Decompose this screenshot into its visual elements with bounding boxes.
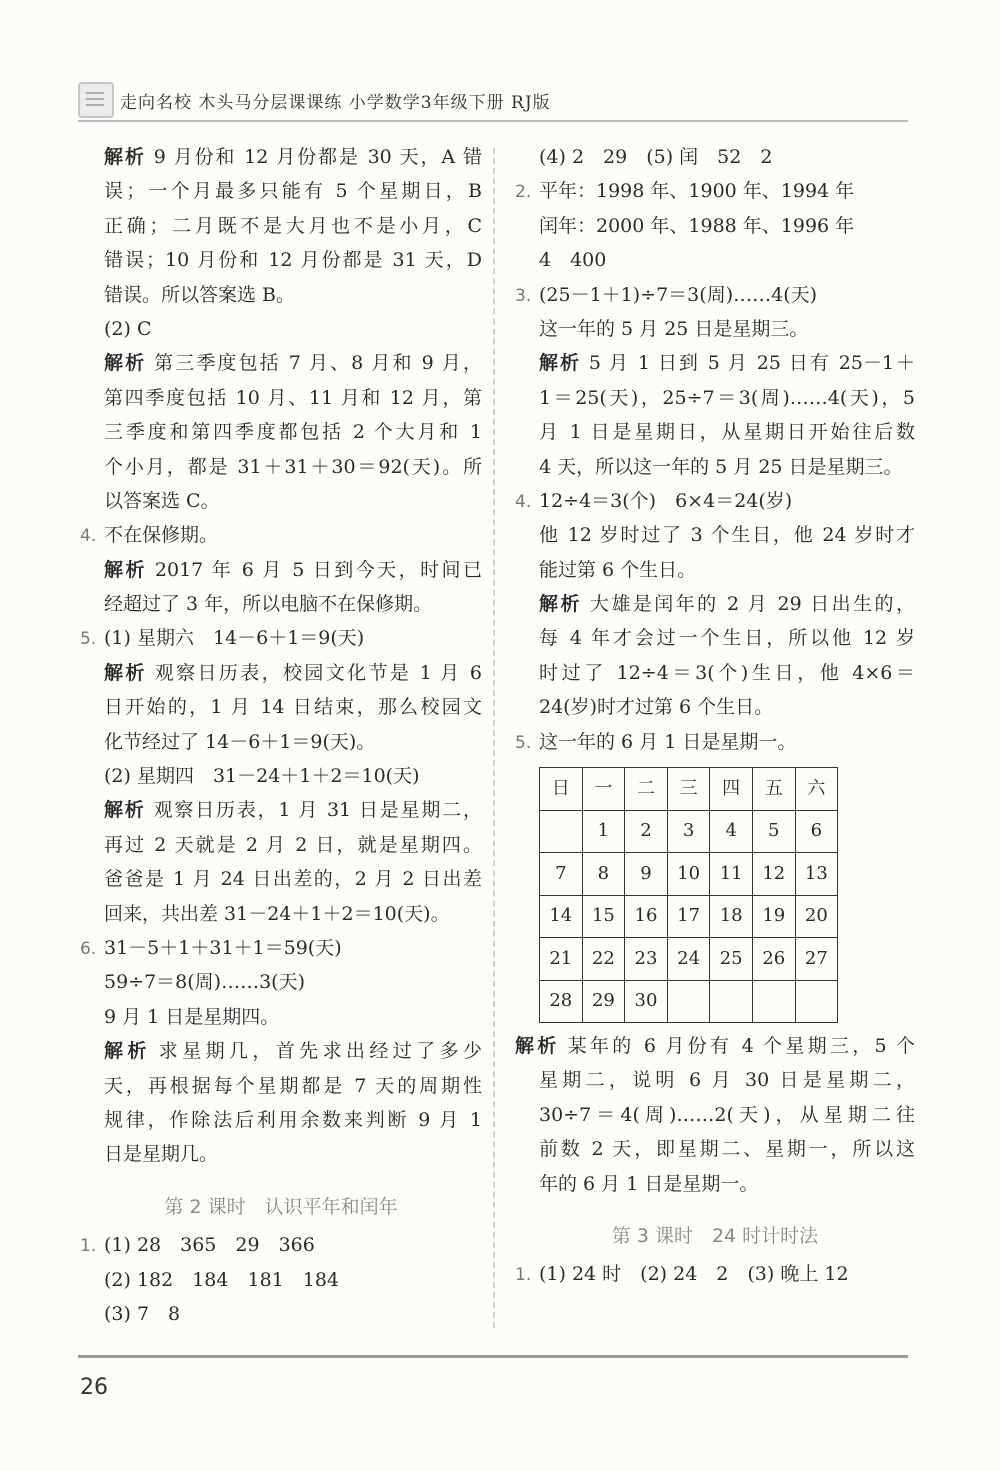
question-number: 4. xyxy=(515,491,532,512)
line-text: 4 400 xyxy=(539,249,607,272)
answer-line xyxy=(80,346,482,380)
answer-line xyxy=(515,725,915,759)
line-text: 1＝25(天)，25÷7＝3(周)……4(天)，5 xyxy=(539,386,915,409)
section-title: 第 2 课时 认识平年和闰年 xyxy=(164,1195,398,1218)
calendar-row xyxy=(540,980,838,1023)
answer-line xyxy=(515,1167,915,1201)
line-text: 31－5＋1＋31＋1＝59(天) xyxy=(104,936,342,959)
question-number: 1. xyxy=(80,1236,97,1257)
line-text: 大雄是闰年的 2 月 29 日出生的， xyxy=(589,593,915,616)
answer-line xyxy=(80,621,482,655)
line-text: 化节经过了 14－6＋1＝9(天)。 xyxy=(104,730,376,753)
answer-line xyxy=(515,690,915,724)
calendar-header-cell: 六 xyxy=(795,768,838,811)
question-number: 6. xyxy=(80,938,97,959)
answer-line xyxy=(80,1000,482,1034)
line-text: 12÷4＝3(个) 6×4＝24(岁) xyxy=(539,489,793,512)
header-title: 走向名校 木头马分层课课练 小学数学3年级下册 RJ版 xyxy=(120,93,551,113)
line-text: 9 月 1 日是星期四。 xyxy=(104,1005,280,1028)
analysis-label: 解析 xyxy=(104,1040,151,1063)
line-text: 不在保修期。 xyxy=(104,524,219,547)
line-text: 规律，作除法后利用余数来判断 9 月 1 xyxy=(104,1108,482,1131)
right-column xyxy=(515,140,915,1292)
answer-line xyxy=(515,278,915,312)
line-text: 他 12 岁时过了 3 个生日，他 24 岁时才 xyxy=(539,524,915,547)
answer-line xyxy=(515,1132,915,1166)
answer-line xyxy=(80,278,482,312)
answer-line xyxy=(80,174,482,208)
question-number: 2. xyxy=(515,182,532,203)
footer-rule xyxy=(78,1355,908,1358)
line-text: 错误。所以答案选 B。 xyxy=(104,283,296,306)
calendar-cell: 10 xyxy=(667,853,710,896)
answer-line xyxy=(515,381,915,415)
answer-line xyxy=(80,897,482,931)
calendar-cell: 14 xyxy=(540,895,583,938)
page-header xyxy=(78,82,908,122)
line-text: 错误；10 月份和 12 月份都是 31 天，D xyxy=(104,249,482,272)
answer-line xyxy=(515,415,915,449)
answer-line xyxy=(515,484,915,518)
line-text: 24(岁)时才过第 6 个生日。 xyxy=(539,696,774,719)
line-text: 日开始的，1 月 14 日结束，那么校园文 xyxy=(104,696,482,719)
line-text: 时过了 12÷4＝3(个)生日，他 4×6＝ xyxy=(539,661,915,684)
line-text: 第三季度包括 7 月、8 月和 9 月， xyxy=(154,352,482,375)
answer-line xyxy=(515,518,915,552)
answer-line xyxy=(80,725,482,759)
answer-line xyxy=(80,965,482,999)
calendar-cell xyxy=(752,980,795,1023)
answer-line xyxy=(515,1063,915,1097)
line-text: (1) 24 时 (2) 24 2 (3) 晚上 12 xyxy=(539,1263,849,1286)
answer-line xyxy=(515,587,915,621)
line-text: 每 4 年才会过一个生日，所以他 12 岁 xyxy=(539,627,915,650)
calendar-cell: 11 xyxy=(710,853,753,896)
calendar-cell: 26 xyxy=(752,938,795,981)
line-text: (2) 星期四 31－24＋1＋2＝10(天) xyxy=(104,765,420,788)
line-text: 2017 年 6 月 5 日到今天，时间已 xyxy=(154,558,482,581)
line-text: (2) C xyxy=(104,317,152,340)
calendar-cell: 27 xyxy=(795,938,838,981)
answer-line xyxy=(515,1098,915,1132)
calendar-cell xyxy=(667,980,710,1023)
analysis-label: 解析 xyxy=(104,352,147,375)
calendar-cell: 25 xyxy=(710,938,753,981)
calendar-cell: 7 xyxy=(540,853,583,896)
calendar-cell: 24 xyxy=(667,938,710,981)
line-text: 年的 6 月 1 日是星期一。 xyxy=(539,1172,759,1195)
answer-line xyxy=(80,553,482,587)
line-text: 三季度和第四季度都包括 2 个大月和 1 xyxy=(104,421,482,444)
line-text: 59÷7＝8(周)……3(天) xyxy=(104,971,306,994)
line-text: 9 月份和 12 月份都是 30 天，A 错 xyxy=(153,146,482,168)
calendar-cell: 20 xyxy=(795,895,838,938)
left-column xyxy=(80,140,482,1331)
answer-line xyxy=(80,140,482,174)
calendar-header-cell: 二 xyxy=(625,768,668,811)
line-text: 求星期几，首先求出经过了多少 xyxy=(158,1040,482,1063)
line-text: 4 天，所以这一年的 5 月 25 日是星期三。 xyxy=(539,455,903,478)
page-number: 26 xyxy=(80,1375,108,1400)
calendar-row xyxy=(540,810,838,853)
calendar-cell xyxy=(540,810,583,853)
line-text: 30÷7＝4(周)……2(天)，从星期二往 xyxy=(539,1103,915,1126)
answer-line xyxy=(515,553,915,587)
question-number: 5. xyxy=(515,732,532,753)
question-number: 3. xyxy=(515,285,532,306)
analysis-label: 解析 xyxy=(104,661,147,684)
calendar-cell: 30 xyxy=(625,980,668,1023)
calendar-cell: 8 xyxy=(582,853,625,896)
answer-line xyxy=(80,828,482,862)
line-text: 这一年的 5 月 25 日是星期三。 xyxy=(539,317,809,340)
calendar-cell: 1 xyxy=(582,810,625,853)
answer-line xyxy=(80,1228,482,1262)
calendar-cell: 15 xyxy=(582,895,625,938)
line-text: (2) 182 184 181 184 xyxy=(104,1268,340,1291)
line-text: 星期二，说明 6 月 30 日是星期二， xyxy=(539,1069,915,1092)
answer-line xyxy=(515,450,915,484)
answer-line xyxy=(80,1103,482,1137)
answer-line xyxy=(80,587,482,621)
question-number: 4. xyxy=(80,526,97,547)
line-text: 爸爸是 1 月 24 日出差的，2 月 2 日出差 xyxy=(104,868,482,891)
answer-line xyxy=(515,209,915,243)
question-number: 1. xyxy=(515,1265,532,1286)
answer-line xyxy=(80,518,482,552)
calendar-table xyxy=(539,767,838,1023)
calendar-row xyxy=(540,895,838,938)
calendar-cell: 5 xyxy=(752,810,795,853)
calendar-cell: 17 xyxy=(667,895,710,938)
answer-line xyxy=(80,1297,482,1331)
answer-line xyxy=(80,1263,482,1297)
line-text: 误；一个月最多只能有 5 个星期日，B xyxy=(104,180,482,203)
calendar-cell: 12 xyxy=(752,853,795,896)
answer-line xyxy=(80,1137,482,1171)
line-text: 5 月 1 日到 5 月 25 日有 25－1＋ xyxy=(588,352,915,375)
answer-line xyxy=(80,690,482,724)
line-text: 第四季度包括 10 月、11 月和 12 月，第 xyxy=(104,386,482,409)
line-text: 天，再根据每个星期都是 7 天的周期性 xyxy=(104,1074,482,1097)
answer-line xyxy=(515,1029,915,1063)
calendar-cell: 22 xyxy=(582,938,625,981)
line-text: (4) 2 29 (5) 闰 52 2 xyxy=(539,146,773,168)
calendar-header-row xyxy=(540,768,838,811)
calendar-header-cell: 一 xyxy=(582,768,625,811)
answer-line xyxy=(515,346,915,380)
answer-line xyxy=(80,1069,482,1103)
calendar-cell: 2 xyxy=(625,810,668,853)
calendar-cell: 18 xyxy=(710,895,753,938)
line-text: (3) 7 8 xyxy=(104,1302,181,1325)
analysis-label: 解析 xyxy=(104,146,146,168)
calendar-row xyxy=(540,938,838,981)
answer-line xyxy=(515,656,915,690)
calendar-cell: 23 xyxy=(625,938,668,981)
calendar-header-cell: 四 xyxy=(710,768,753,811)
answer-line xyxy=(80,484,482,518)
answer-line xyxy=(515,621,915,655)
section-title: 第 3 课时 24 时计时法 xyxy=(611,1224,819,1247)
line-text: 闰年：2000 年、1988 年、1996 年 xyxy=(539,214,855,237)
line-text: 前数 2 天，即星期二、星期一，所以这 xyxy=(539,1138,915,1161)
answer-line xyxy=(80,793,482,827)
line-text: 某年的 6 月份有 4 个星期三，5 个 xyxy=(567,1035,915,1058)
calendar-cell: 3 xyxy=(667,810,710,853)
line-text: 平年：1998 年、1900 年、1994 年 xyxy=(539,180,855,203)
line-text: 再过 2 天就是 2 月 2 日，就是星期四。 xyxy=(104,833,482,856)
line-text: 月 1 日是星期日，从星期日开始往后数 xyxy=(539,421,915,444)
answer-line xyxy=(80,450,482,484)
answer-line xyxy=(80,209,482,243)
answer-line xyxy=(80,415,482,449)
line-text: 观察日历表，校园文化节是 1 月 6 xyxy=(154,661,482,684)
calendar-cell xyxy=(710,980,753,1023)
calendar-cell: 21 xyxy=(540,938,583,981)
line-text: 经超过了 3 年，所以电脑不在保修期。 xyxy=(104,593,433,616)
question-number: 5. xyxy=(80,629,97,650)
calendar-header-cell: 三 xyxy=(667,768,710,811)
calendar-cell: 9 xyxy=(625,853,668,896)
answer-line xyxy=(515,243,915,277)
analysis-label: 解析 xyxy=(539,352,581,375)
answer-line xyxy=(80,862,482,896)
analysis-label: 解析 xyxy=(104,799,146,822)
line-text: 能过第 6 个生日。 xyxy=(539,558,697,581)
answer-line xyxy=(80,656,482,690)
calendar-cell xyxy=(795,980,838,1023)
line-text: 回来，共出差 31－24＋1＋2＝10(天)。 xyxy=(104,902,450,925)
line-text: 日是星期几。 xyxy=(104,1143,219,1166)
answer-line xyxy=(515,1257,915,1291)
line-text: 个小月，都是 31＋31＋30＝92(天)。所 xyxy=(104,455,482,478)
answer-line xyxy=(80,381,482,415)
column-divider xyxy=(493,148,495,1328)
line-text: 正确；二月既不是大月也不是小月，C xyxy=(104,214,482,237)
line-text: (1) 28 365 29 366 xyxy=(104,1234,315,1257)
calendar-cell: 29 xyxy=(582,980,625,1023)
line-text: 这一年的 6 月 1 日是星期一。 xyxy=(539,730,797,753)
analysis-label: 解析 xyxy=(539,593,582,616)
calendar-cell: 28 xyxy=(540,980,583,1023)
calendar-cell: 19 xyxy=(752,895,795,938)
answer-line xyxy=(515,174,915,208)
answer-line xyxy=(515,312,915,346)
line-text: (25－1＋1)÷7＝3(周)……4(天) xyxy=(539,283,818,306)
analysis-label: 解析 xyxy=(515,1035,560,1058)
calendar-cell: 13 xyxy=(795,853,838,896)
answer-line xyxy=(80,243,482,277)
calendar-header-cell: 五 xyxy=(752,768,795,811)
calendar-header-cell: 日 xyxy=(540,768,583,811)
answer-line xyxy=(80,759,482,793)
answer-line xyxy=(80,931,482,965)
answer-line xyxy=(80,1034,482,1068)
line-text: 观察日历表，1 月 31 日是星期二， xyxy=(153,799,482,822)
line-text: 以答案选 C。 xyxy=(104,489,220,512)
analysis-label: 解析 xyxy=(104,558,147,581)
calendar-cell: 4 xyxy=(710,810,753,853)
line-text: (1) 星期六 14－6＋1＝9(天) xyxy=(104,627,365,650)
answer-line xyxy=(515,140,915,174)
calendar-row xyxy=(540,853,838,896)
book-logo-icon xyxy=(78,82,114,118)
calendar-cell: 16 xyxy=(625,895,668,938)
header-rule xyxy=(78,120,908,122)
answer-line xyxy=(80,312,482,346)
calendar-cell: 6 xyxy=(795,810,838,853)
